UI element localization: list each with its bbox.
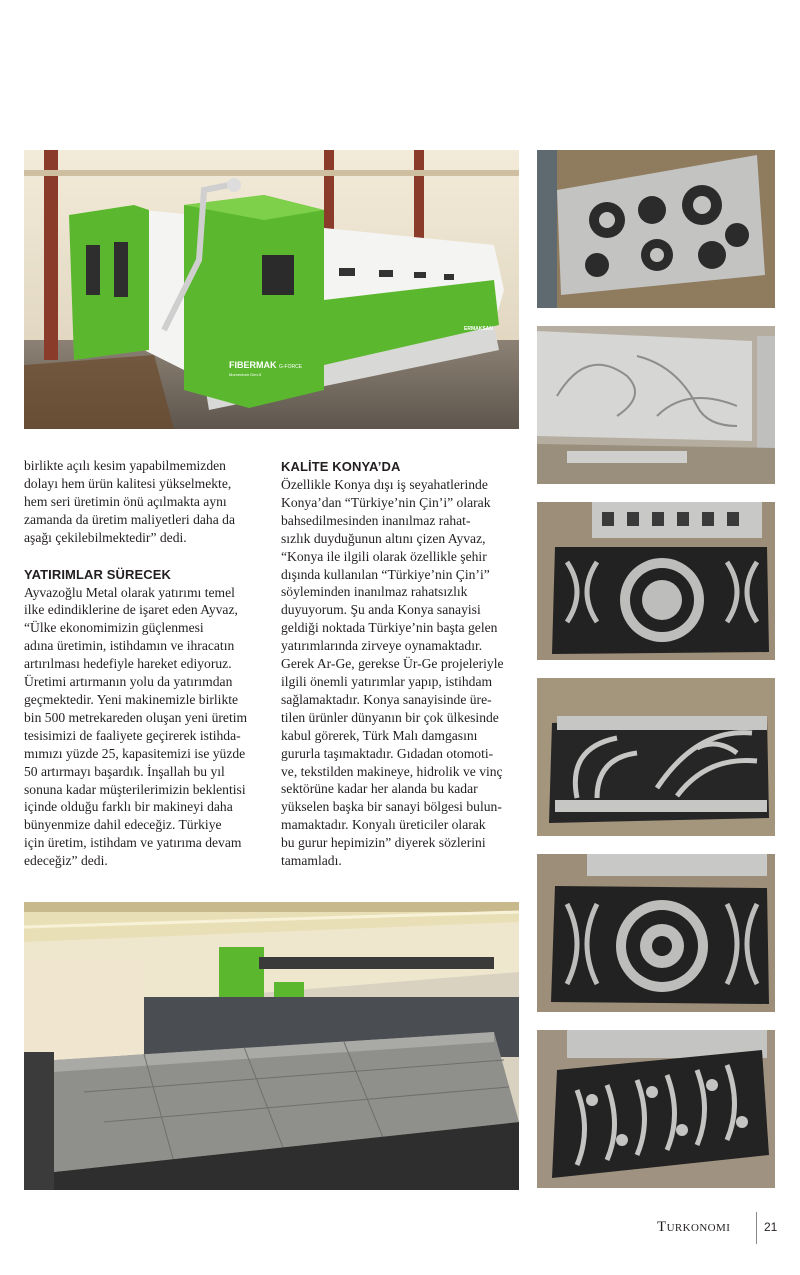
text-line: ilke edindiklerine de işaret eden Ayvaz, [24, 602, 238, 618]
machine-sub-label: Momentum Gen-5 [229, 372, 262, 377]
text-line: “Ülke ekonomimizin güçlenmesi [24, 620, 204, 636]
text-line: adına üretimin, istihdamın ve ihracatın [24, 638, 235, 654]
text-line: geçmektedir. Yeni makinemizle birlikte [24, 691, 239, 707]
text-line: sonuna kadar müşterilerimizin beklentisi [24, 781, 246, 797]
paragraph-kalite [281, 476, 523, 870]
text-line: zamanda da üretim maliyetleri daha da [24, 511, 235, 527]
text-line: kabul görerek, Türk Malı damgasını [281, 727, 478, 743]
text-line: gururla taşımaktadır. Gıdadan otomoti- [281, 745, 494, 761]
text-line: hem seri üretimin önü açılmakta aynı [24, 493, 227, 509]
text-line: birlikte açılı kesim yapabilmemizden [24, 458, 226, 473]
panel-photo-1 [537, 150, 775, 308]
text-line: bin 500 metrekareden oluşan yeni üretim [24, 709, 248, 725]
text-line: Konya’dan “Türkiye’nin Çin’i” olarak [281, 494, 491, 510]
text-line: için üretim, istihdam ve yatırıma devam [24, 835, 242, 851]
machine-photo-top [24, 150, 519, 429]
page-number: 21 [764, 1220, 778, 1234]
text-line: dolayı hem ürün kalitesi yükselmekte, [24, 475, 232, 491]
text-line: Üretimi artırmanın yolu da yatırımdan [24, 674, 233, 690]
article-column-right [281, 458, 523, 870]
text-line: içinde olduğu farklı bir makineyi daha [24, 799, 233, 815]
text-line: Ayvazoğlu Metal olarak yatırımı temel [24, 584, 235, 600]
machine-maker-label: ERMAKSAN [464, 326, 493, 332]
section-heading-kalite: KALİTE KONYA’DA [281, 459, 401, 474]
text-line: sağlamaktadır. Konya sanayisinde üre- [281, 691, 492, 707]
text-line: edeceğiz” dedi. [24, 853, 108, 869]
text-line: mamaktadır. Konyalı üreticiler olarak [281, 817, 486, 833]
text-line: “Konya ile ilgili olarak özellikle şehir [281, 548, 487, 564]
paragraph-intro [24, 457, 279, 547]
paragraph-yatirimlar [24, 584, 279, 871]
text-line: artırılması hedefiyle hareket ediyoruz. [24, 656, 232, 672]
panel-photo-6 [537, 1030, 775, 1188]
panel-photo-2 [537, 326, 775, 484]
text-line: tamamladı. [281, 853, 342, 869]
text-line: geldiği noktada Türkiye’nin başta gelen [281, 620, 498, 636]
panel-photo-4 [537, 678, 775, 836]
panel-photo-3 [537, 502, 775, 660]
section-heading-yatirimlar: YATIRIMLAR SÜRECEK [24, 566, 171, 582]
magazine-brand: Turkonomi [657, 1219, 731, 1235]
text-line: söyleminden inanılmaz rahatsızlık [281, 584, 468, 600]
text-line: ve, tekstilden makineye, hidrolik ve vinç [281, 763, 503, 779]
machine-brand-label: FIBERMAK [229, 360, 277, 370]
text-line: duyuyorum. Şu anda Konya sanayisi [281, 602, 481, 618]
text-line: bahsedilmesinden inanılmaz rahat- [281, 512, 471, 528]
machine-force-label: G-FORCE [279, 364, 303, 370]
text-line: 50 artırmayı başardık. İnşallah bu yıl [24, 763, 225, 779]
text-line: yatırımlarında zirveye oynamaktadır. [281, 638, 483, 654]
footer-divider [756, 1212, 757, 1244]
text-line: yükselen başka bir sanayi bölgesi bulun- [281, 799, 502, 815]
panel-photo-5 [537, 854, 775, 1012]
article-column-left [24, 457, 279, 870]
text-line: sektörüne kadar her alanda bu kadar [281, 781, 478, 797]
text-line: tesisimizi de faaliyete geçirerek istihda- [24, 727, 241, 743]
text-line: sızlık duyduğunun altını çizen Ayvaz, [281, 530, 486, 546]
machine-photo-bottom [24, 902, 519, 1190]
text-line: Gerek Ar-Ge, gerekse Ür-Ge projeleriyle [281, 656, 504, 672]
text-line: ilgili önemli yatırımlar yapıp, istihdam [281, 673, 493, 689]
text-line: Özellikle Konya dışı iş seyahatlerinde [281, 477, 488, 492]
text-line: bünyenmize dahil edeceğiz. Türkiye [24, 817, 222, 833]
text-line: dışında kullanılan “Türkiye’nin Çin’i” [281, 566, 490, 582]
text-line: mımızı yüzde 25, kapasitemizi ise yüzde [24, 745, 246, 761]
text-line: aşağı çekilebilmektedir” dedi. [24, 529, 187, 545]
text-line: bu gurur hepimizin” diyerek sözlerini [281, 835, 486, 851]
text-line: tilen ürünler dünyanın bir çok ülkesinde [281, 709, 499, 725]
